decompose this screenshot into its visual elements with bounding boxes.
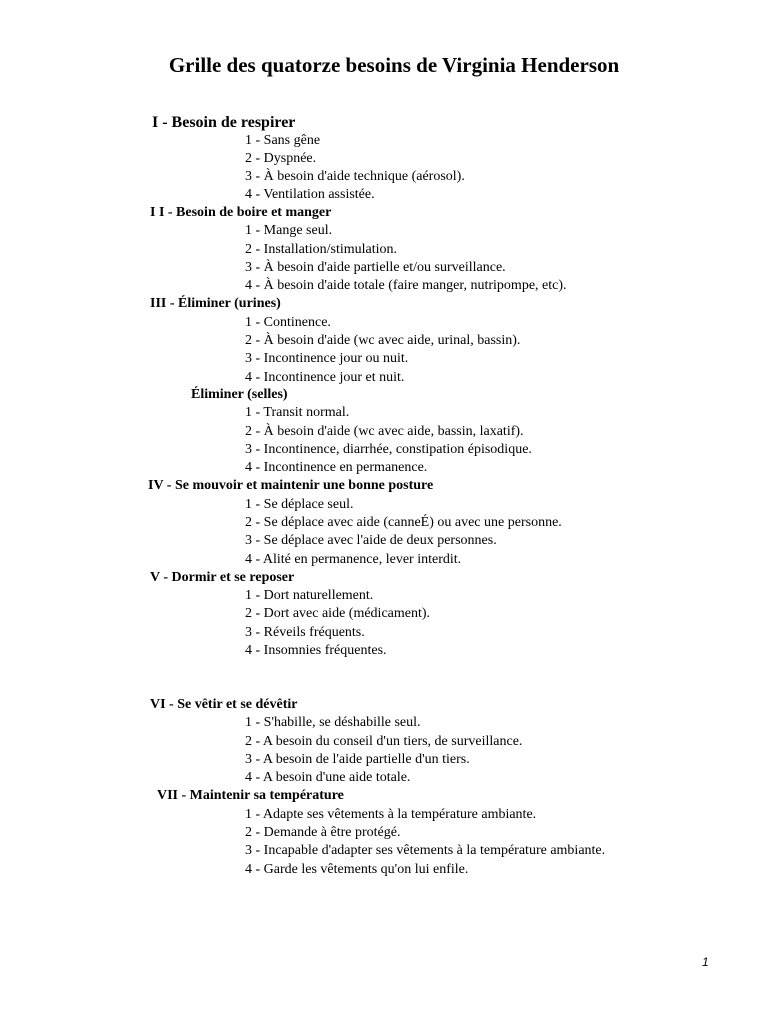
list-item: 4 - Incontinence en permanence.	[245, 460, 428, 475]
list-item: 2 - Dort avec aide (médicament).	[245, 606, 431, 621]
list-item: 1 - Mange seul.	[245, 223, 333, 238]
list-item: 1 - Sans gêne	[245, 133, 321, 148]
list-item: 1 - Adapte ses vêtements à la température ambiante.	[245, 807, 537, 822]
section-heading-dormir: V - Dormir et se reposer	[150, 570, 295, 585]
section-heading-se-vetir: VI - Se vêtir et se dévêtir	[150, 697, 298, 712]
section-heading-eliminer-urines: III - Éliminer (urines)	[150, 296, 281, 311]
list-item: 3 - À besoin d'aide technique (aérosol).	[245, 169, 465, 184]
list-item: 2 - Installation/stimulation.	[245, 242, 398, 257]
page-title: Grille des quatorze besoins de Virginia Henderson	[168, 53, 620, 77]
list-item: 1 - S'habille, se déshabille seul.	[245, 715, 421, 730]
list-item: 2 - À besoin d'aide (wc avec aide, urinal, bassin).	[245, 333, 521, 348]
list-item: 4 - Incontinence jour et nuit.	[245, 370, 405, 385]
list-item: 1 - Se déplace seul.	[245, 497, 354, 512]
list-item: 4 - Insomnies fréquentes.	[245, 643, 387, 658]
section-heading-respirer: I - Besoin de respirer	[152, 114, 296, 131]
list-item: 3 - Réveils fréquents.	[245, 625, 365, 640]
list-item: 3 - Incontinence jour ou nuit.	[245, 351, 409, 366]
list-item: 3 - À besoin d'aide partielle et/ou surveillance.	[245, 260, 506, 275]
list-item: 1 - Transit normal.	[245, 405, 350, 420]
list-item: 2 - Se déplace avec aide (canneÉ) ou avec une personne.	[245, 515, 562, 530]
list-item: 3 - Se déplace avec l'aide de deux personnes.	[245, 533, 497, 548]
section-heading-eliminer-selles: Éliminer (selles)	[191, 387, 288, 402]
list-item: 4 - Garde les vêtements qu'on lui enfile.	[245, 862, 469, 877]
list-item: 3 - Incontinence, diarrhée, constipation épisodique.	[245, 442, 532, 457]
section-heading-se-mouvoir: IV - Se mouvoir et maintenir une bonne posture	[148, 478, 434, 493]
list-item: 4 - À besoin d'aide totale (faire manger, nutripompe, etc).	[245, 278, 567, 293]
page-number: 1	[702, 955, 709, 969]
list-item: 3 - A besoin de l'aide partielle d'un tiers.	[245, 752, 470, 767]
list-item: 4 - Alité en permanence, lever interdit.	[245, 552, 462, 567]
section-heading-temperature: VII - Maintenir sa température	[157, 788, 344, 803]
list-item: 2 - À besoin d'aide (wc avec aide, bassin, laxatif).	[245, 424, 524, 439]
list-item: 4 - Ventilation assistée.	[245, 187, 375, 202]
list-item: 1 - Continence.	[245, 315, 331, 330]
section-heading-boire-manger: I I - Besoin de boire et manger	[150, 205, 332, 220]
list-item: 2 - A besoin du conseil d'un tiers, de surveillance.	[245, 734, 523, 749]
list-item: 2 - Dyspnée.	[245, 151, 317, 166]
list-item: 1 - Dort naturellement.	[245, 588, 374, 603]
list-item: 2 - Demande à être protégé.	[245, 825, 401, 840]
list-item: 4 - A besoin d'une aide totale.	[245, 770, 411, 785]
list-item: 3 - Incapable d'adapter ses vêtements à la température ambiante.	[245, 843, 606, 858]
